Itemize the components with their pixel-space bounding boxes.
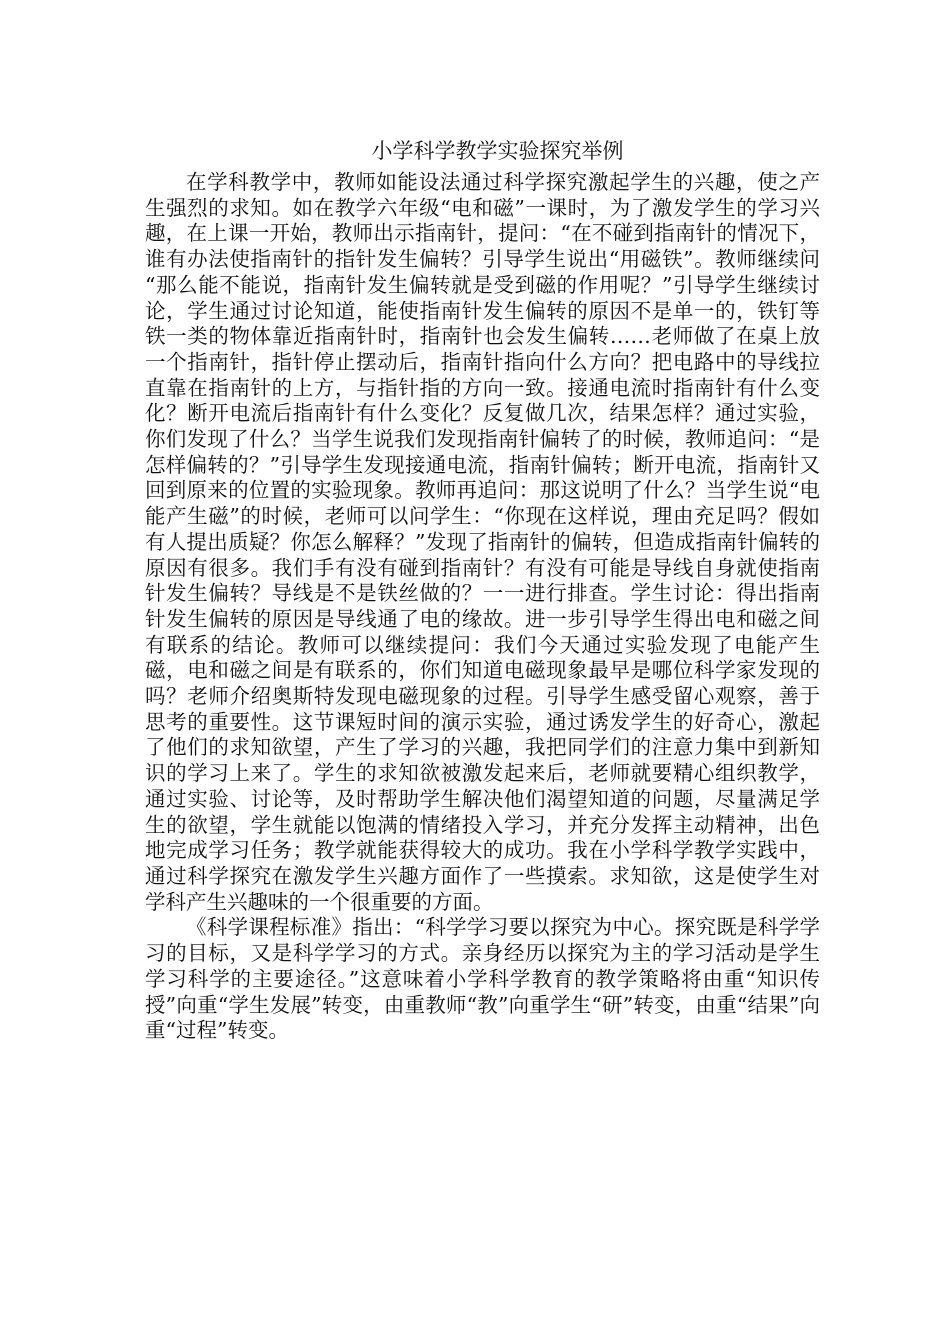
- paragraph-1: 在学科教学中，教师如能设法通过科学探究激起学生的兴趣，使之产生强烈的求知。如在教学六年级“电和磁”一课时，为了激发学生的学习兴趣，在上课一开始，教师出示指南针，提问：“在不碰到指南针的情况下，谁有办法使指南针的指针发生偏转？引导学生说出“用磁铁”。教师继续问 “那么能不能说，指南针发生偏转就是受到磁的作用呢？”引导学生继续讨论，学生通过讨论知道，能使指南针发生偏转的原因不是单一的，铁钉等铁一类的物体靠近指南针时，指南针也会发生偏转……老师做了在桌上放一个指南针，指针停止摆动后，指南针指向什么方向？把电路中的导线拉直靠在指南针的上方，与指针指的方向一致。接通电流时指南针有什么变化？断开电流后指南针有什么变化？反复做几次，结果怎样？通过实验，你们发现了什么？当学生说我们发现指南针偏转了的时候，教师追问：“是怎样偏转的？”引导学生发现接通电流，指南针偏转；断开电流，指南针又回到原来的位置的实验现象。教师再追问：那这说明了什么？当学生说“电能产生磁”的时候，老师可以问学生：“你现在这样说，理由充足吗？假如有人提出质疑？你怎么解释？”发现了指南针的偏转，但造成指南针偏转的原因有很多。我们手有没有碰到指南针？有没有可能是导线自身就使指南针发生偏转？导线是不是铁丝做的？一一进行排查。学生讨论：得出指南针发生偏转的原因是导线通了电的缘故。进一步引导学生得出电和磁之间有联系的结论。教师可以继续提问：我们今天通过实验发现了电能产生磁，电和磁之间是有联系的，你们知道电磁现象最早是哪位科学家发现的吗？老师介绍奥斯特发现电磁现象的过程。引导学生感受留心观察，善于思考的重要性。这节课短时间的演示实验，通过诱发学生的好奇心，激起了他们的求知欲望，产生了学习的兴趣，我把同学们的注意力集中到新知识的学习上来了。学生的求知欲被激发起来后，老师就要精心组织教学，通过实验、讨论等，及时帮助学生解决他们渴望知道的问题，尽量满足学生的欲望，学生就能以饱满的情绪投入学习，并充分发挥主动精神，出色地完成学习任务；教学就能获得较大的成功。我在小学科学教学实践中，通过科学探究在激发学生兴趣方面作了一些摸索。求知欲，这是使学生对学科产生兴趣味的一个很重要的方面。: [145, 170, 820, 914]
- paragraph-2: 《科学课程标准》指出：“科学学习要以探究为中心。探究既是科学学习的目标，又是科学学习的方式。亲身经历以探究为主的学习活动是学生学习科学的主要途径。”这意味着小学科学教育的教学策略将由重“知识传授”向重“学生发展”转变，由重教师“教”向重学生“研”转变，由重“结果”向重“过程”转变。: [145, 915, 820, 1043]
- document-body: [145, 138, 820, 1044]
- document-title: 小学科学教学实验探究举例: [371, 139, 624, 163]
